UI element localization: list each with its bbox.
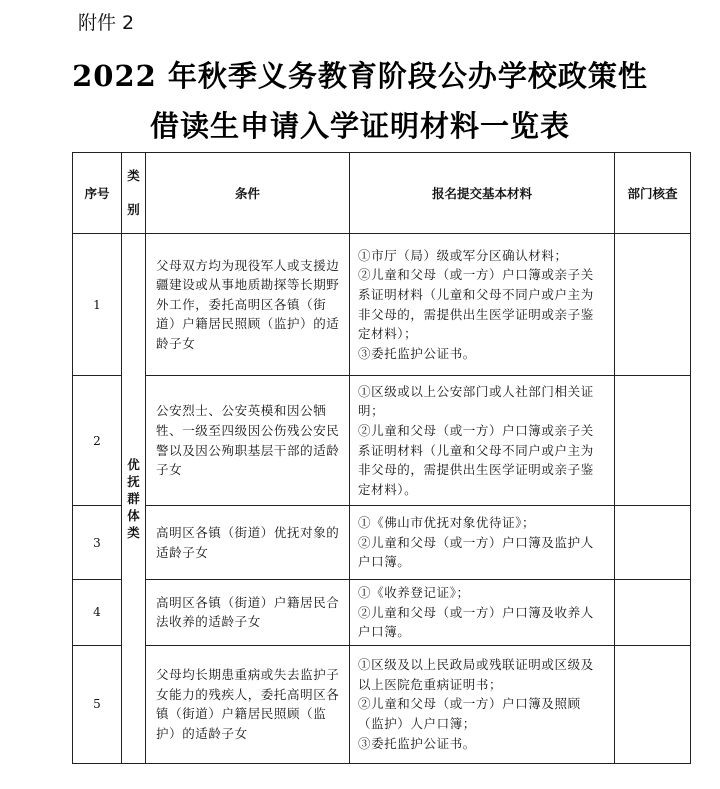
header-seq: 序号 [73,153,122,234]
header-category-char: 别 [127,202,140,217]
dept-check-cell [615,506,691,580]
category-char: 体 [127,507,140,523]
dept-check-cell [615,645,691,763]
material-item: ③委托监护公证书。 [358,345,476,361]
header-condition: 条件 [146,153,350,234]
category-cell [122,234,146,764]
material-item: ②儿童和父母（或一方）户口簿或亲子关系证明材料（儿童和父母不同户或户主为非父母的，需提供出生医学证明或亲子鉴定材料）； [358,267,594,342]
material-item: ②儿童和父母（或一方）户口簿或亲子关系证明材料（儿童和父母不同户或户主为非父母的，需提供出生医学证明或亲子鉴定材料）。 [358,422,594,497]
document-title-line2: 借读生申请入学证明材料一览表 [149,109,570,143]
row-number: 1 [73,234,122,376]
row-number: 4 [73,580,122,646]
materials-cell [350,645,615,763]
category-char: 群 [127,490,140,506]
material-item: ②儿童和父母（或一方）户口簿及收养人户口簿。 [358,604,594,640]
table-header-row [73,153,691,234]
dept-check-cell [615,234,691,376]
materials-cell [350,580,615,646]
material-item: ①区级及以上民政局或残联证明或区级及以上医院危重病证明书； [358,657,594,692]
row-number: 5 [73,645,122,763]
material-item: ②儿童和父母（或一方）户口簿及监护人户口簿。 [358,534,594,570]
table-row [73,376,691,506]
table-row [73,506,691,580]
condition-cell: 高明区各镇（街道）户籍居民合法收养的适龄子女 [146,580,350,646]
category-char: 类 [127,524,140,540]
header-materials: 报名提交基本材料 [350,153,615,234]
materials-cell [350,234,615,376]
document-title-line1: 2022 年秋季义务教育阶段公办学校政策性 [72,59,648,93]
material-item: ②儿童和父母（或一方）户口簿及照顾（监护）人户口簿； [358,696,581,732]
row-number: 3 [73,506,122,580]
material-item: ①区级或以上公安部门或人社部门相关证明； [358,383,594,419]
category-char: 优 [127,456,140,472]
table-row [73,645,691,763]
condition-cell: 公安烈士、公安英模和因公牺牲、一级至四级因公伤残公安民警以及因公殉职基层干部的适龄子女 [146,376,350,506]
category-char: 抚 [127,473,140,489]
material-item: ①市厅（局）级或军分区确认材料； [358,247,568,263]
row-number: 2 [73,376,122,506]
attachment-label: 附件 2 [78,12,135,34]
materials-table [72,152,691,764]
header-dept-check: 部门核查 [615,153,691,234]
header-category [122,153,146,234]
material-item: ③委托监护公证书。 [358,735,476,751]
materials-cell [350,376,615,506]
materials-cell [350,506,615,580]
material-item: ①《佛山市优抚对象优待证》； [358,515,536,531]
condition-cell: 父母均长期患重病或失去监护子女能力的残疾人，委托高明区各镇（街道）户籍居民照顾（监护）的适龄子女 [146,645,350,763]
table-row [73,234,691,376]
dept-check-cell [615,580,691,646]
dept-check-cell [615,376,691,506]
condition-cell: 父母双方均为现役军人或支援边疆建设或从事地质勘探等长期野外工作，委托高明区各镇（街道）户籍居民照顾（监护）的适龄子女 [146,234,350,376]
condition-cell: 高明区各镇（街道）优抚对象的适龄子女 [146,506,350,580]
header-category-char: 类 [127,168,140,184]
material-item: ①《收养登记证》； [358,585,470,600]
table-row [73,580,691,646]
